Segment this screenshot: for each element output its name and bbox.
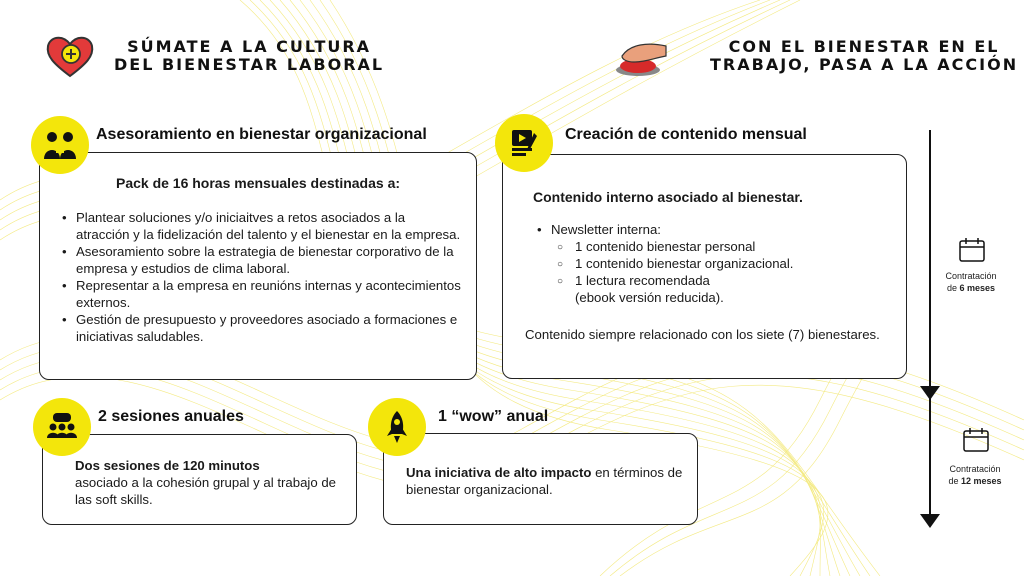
calendar-icon [958,237,986,263]
list-item: • Plantear soluciones y/o iniciaitves a retos asociados a la atracción y la fidelización del talento y el bienestar en la empresa. [60,209,462,243]
consultation-people-icon [31,116,89,174]
asesoramiento-card-title: Pack de 16 horas mensuales destinadas a: [115,175,401,191]
wow-title: 1 “wow” anual [438,408,549,425]
list-item: ○ 1 contenido bienestar organizacional. [537,255,793,272]
list-item: • Representar a la empresa en reunións internas y acontecimientos externos. [60,277,462,311]
header-right-title: CON EL BIENESTAR EN EL TRABAJO, PASA A LA ACCIÓN [710,37,1019,74]
calendar-icon [962,427,990,453]
sesiones-bold: Dos sesiones de 120 minutos [75,458,260,473]
rocket-icon [368,398,426,456]
sesiones-desc: asociado a la cohesión grupal y al trabajo de las soft skills. [75,475,336,507]
asesoramiento-list [60,209,462,345]
wow-card [383,433,698,525]
newsletter-list [537,221,793,306]
wow-desc: en términos de bienestar organizacional. [406,465,683,497]
newsletter-item: • Newsletter interna: [537,221,793,238]
asesoramiento-title: Asesoramiento en bienestar organizacional [96,126,427,143]
asesoramiento-card [39,152,477,380]
timeline-label-12: Contratación de 12 meses [948,464,1002,486]
wow-bold: Una iniciativa de alto impacto [406,465,592,480]
contenido-card-title: Contenido interno asociado al bienestar. [533,189,803,205]
header-right [610,34,1018,78]
timeline-line-2 [929,398,931,516]
timeline-arrow-2 [920,514,940,528]
heart-plus-icon [44,34,96,78]
header-left-title: SÚMATE A LA CULTURA DEL BIENESTAR LABORAL [114,37,385,74]
timeline-line-1 [929,130,931,388]
list-item-continuation: (ebook versión reducida). [575,290,724,305]
timeline-label-6: Contratación de 6 meses [945,271,997,293]
contenido-title: Creación de contenido mensual [565,126,807,143]
contenido-card [502,154,907,379]
wow-text [406,464,691,498]
contenido-footer: Contenido siempre relacionado con los siete (7) bienestares. [525,327,880,342]
group-audience-icon [33,398,91,456]
list-item: ○ 1 lectura recomendada [537,272,793,289]
red-button-press-icon [610,34,670,78]
sesiones-text [75,457,345,508]
header-left [44,34,384,78]
list-item: ○ 1 contenido bienestar personal [537,238,793,255]
video-content-icon [495,114,553,172]
list-item: • Asesoramiento sobre la estrategia de bienestar corporativo de la empresa y estudios de clima laboral. [60,243,462,277]
list-item: • Gestión de presupuesto y proveedores asociado a formaciones e iniciativas saludables. [60,311,462,345]
sesiones-title: 2 sesiones anuales [98,408,244,425]
sesiones-card [42,434,357,525]
